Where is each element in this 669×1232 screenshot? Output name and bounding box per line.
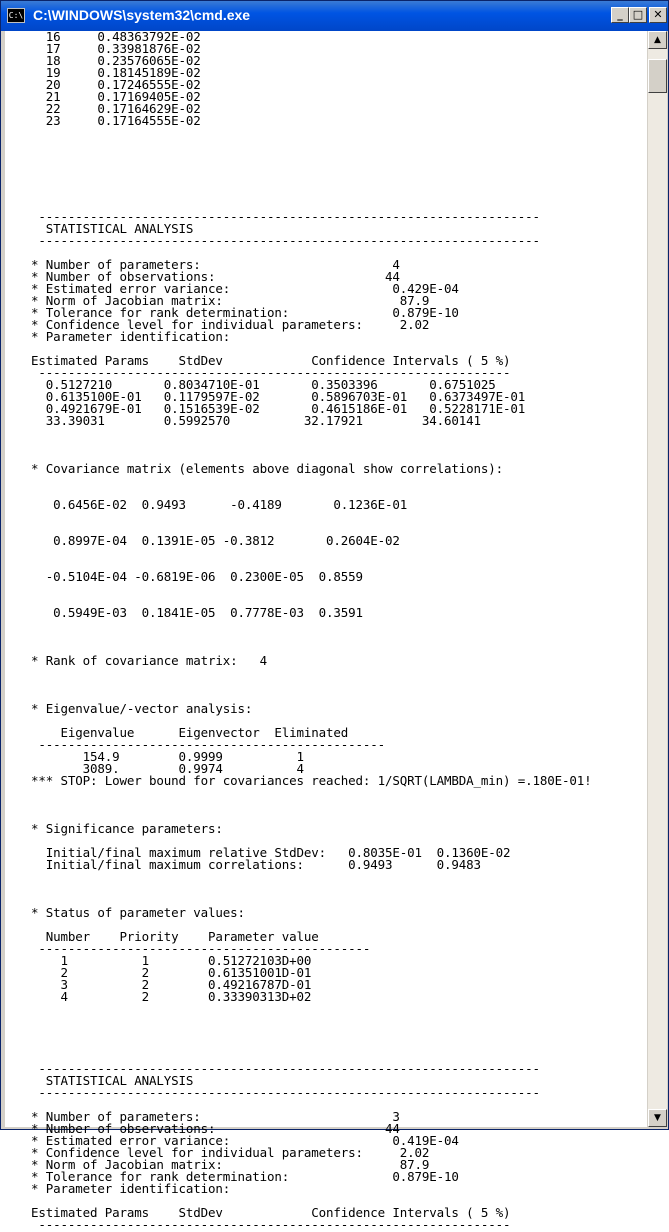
console-line: * Tolerance for rank determination: 0.879E-10 xyxy=(31,305,459,320)
console-line: 0.4921679E-01 0.1516539E-02 0.4615186E-01 0.5228171E-01 xyxy=(31,401,526,416)
console-line: * Estimated error variance: 0.429E-04 xyxy=(31,281,459,296)
maximize-button[interactable] xyxy=(629,7,647,23)
console-line: *** STOP: Lower bound for covariances reached: 1/SQRT(LAMBDA_min) =.180E-01! xyxy=(31,773,592,788)
console-line: -------------------------------------------------------------------- xyxy=(31,1061,540,1076)
console-line: -------------------------------------------------------------------- xyxy=(31,1085,540,1100)
console-line: 18 0.23576065E-02 xyxy=(31,53,201,68)
console-line: * Parameter identification: xyxy=(31,329,231,344)
console-line: ---------------------------------------------------------------- xyxy=(31,365,511,380)
console-line: * Confidence level for individual parameters: 2.02 xyxy=(31,1145,430,1160)
console-line: * Parameter identification: xyxy=(31,1181,231,1196)
console-line: -------------------------------------------------------------------- xyxy=(31,209,540,224)
window-title: C:\WINDOWS\system32\cmd.exe xyxy=(33,7,251,23)
console-line: 17 0.33981876E-02 xyxy=(31,41,201,56)
console-output[interactable] xyxy=(5,29,647,1232)
console-line: 1 1 0.51272103D+00 xyxy=(31,953,312,968)
console-line: 3089. 0.9974 4 xyxy=(31,761,304,776)
console-line: * Number of parameters: 4 xyxy=(31,257,400,272)
console-text xyxy=(5,31,647,1231)
console-line: 0.6456E-02 0.9493 -0.4189 0.1236E-01 xyxy=(31,497,408,512)
console-line: 4 2 0.33390313D+02 xyxy=(31,989,312,1004)
console-line: 0.5127210 0.8034710E-01 0.3503396 0.6751025 xyxy=(31,377,496,392)
console-line: 0.6135100E-01 0.1179597E-02 0.5896703E-01 0.6373497E-01 xyxy=(31,389,526,404)
console-line: 154.9 0.9999 1 xyxy=(31,749,304,764)
console-line: 16 0.48363792E-02 xyxy=(31,29,201,44)
console-line: 22 0.17164629E-02 xyxy=(31,101,201,116)
arrow-down-icon: ▼ xyxy=(654,1113,661,1123)
cmd-app-icon[interactable]: C:\ xyxy=(7,8,25,23)
console-line: * Significance parameters: xyxy=(31,821,223,836)
console-line: ---------------------------------------------------------------- xyxy=(31,1217,511,1232)
console-line: STATISTICAL ANALYSIS xyxy=(31,1073,194,1088)
console-line: Number Priority Parameter value xyxy=(31,929,319,944)
close-button[interactable] xyxy=(649,7,667,23)
console-line: Initial/final maximum relative StdDev: 0.8035E-01 0.1360E-02 xyxy=(31,845,511,860)
console-line: * Norm of Jacobian matrix: 87.9 xyxy=(31,1157,430,1172)
console-line: Eigenvalue Eigenvector Eliminated xyxy=(31,725,349,740)
console-line: * Eigenvalue/-vector analysis: xyxy=(31,701,253,716)
close-icon: ✕ xyxy=(653,8,663,21)
console-line: 33.39031 0.5992570 32.17921 34.60141 xyxy=(31,413,481,428)
console-line: Initial/final maximum correlations: 0.9493 0.9483 xyxy=(31,857,481,872)
console-line: * Status of parameter values: xyxy=(31,905,245,920)
console-line: * Number of parameters: 3 xyxy=(31,1109,400,1124)
console-line: * Norm of Jacobian matrix: 87.9 xyxy=(31,293,430,308)
maximize-icon: □ xyxy=(632,8,644,21)
console-line: Estimated Params StdDev Confidence Intervals ( 5 %) xyxy=(31,353,511,368)
arrow-up-icon: ▲ xyxy=(654,35,661,45)
console-line: -0.5104E-04 -0.6819E-06 0.2300E-05 0.8559 xyxy=(31,569,363,584)
console-line: 0.5949E-03 0.1841E-05 0.7778E-03 0.3591 xyxy=(31,605,363,620)
console-line: 23 0.17164555E-02 xyxy=(31,113,201,128)
console-line: 2 2 0.61351001D-01 xyxy=(31,965,312,980)
console-line: 3 2 0.49216787D-01 xyxy=(31,977,312,992)
console-line: STATISTICAL ANALYSIS xyxy=(31,221,194,236)
scroll-thumb[interactable] xyxy=(648,59,667,93)
scroll-up-button[interactable] xyxy=(648,31,667,49)
console-line: Estimated Params StdDev Confidence Intervals ( 5 %) xyxy=(31,1205,511,1220)
console-line: ----------------------------------------------- xyxy=(31,737,386,752)
console-line: 21 0.17169405E-02 xyxy=(31,89,201,104)
console-line: -------------------------------------------------------------------- xyxy=(31,233,540,248)
console-line: * Covariance matrix (elements above diagonal show correlations): xyxy=(31,461,504,476)
console-line: * Confidence level for individual parameters: 2.02 xyxy=(31,317,430,332)
console-line: * Number of observations: 44 xyxy=(31,1121,400,1136)
minimize-button[interactable] xyxy=(611,7,629,23)
console-line: * Rank of covariance matrix: 4 xyxy=(31,653,268,668)
console-line: --------------------------------------------- xyxy=(31,941,371,956)
console-line: * Estimated error variance: 0.419E-04 xyxy=(31,1133,459,1148)
title-bar[interactable] xyxy=(1,1,668,31)
console-line: * Number of observations: 44 xyxy=(31,269,400,284)
console-line: 20 0.17246555E-02 xyxy=(31,77,201,92)
vertical-scrollbar[interactable] xyxy=(647,31,667,1127)
console-line: 19 0.18145189E-02 xyxy=(31,65,201,80)
minimize-icon: _ xyxy=(617,8,623,21)
console-line: 0.8997E-04 0.1391E-05 -0.3812 0.2604E-02 xyxy=(31,533,400,548)
scroll-down-button[interactable] xyxy=(648,1109,667,1127)
console-line: * Tolerance for rank determination: 0.879E-10 xyxy=(31,1169,459,1184)
